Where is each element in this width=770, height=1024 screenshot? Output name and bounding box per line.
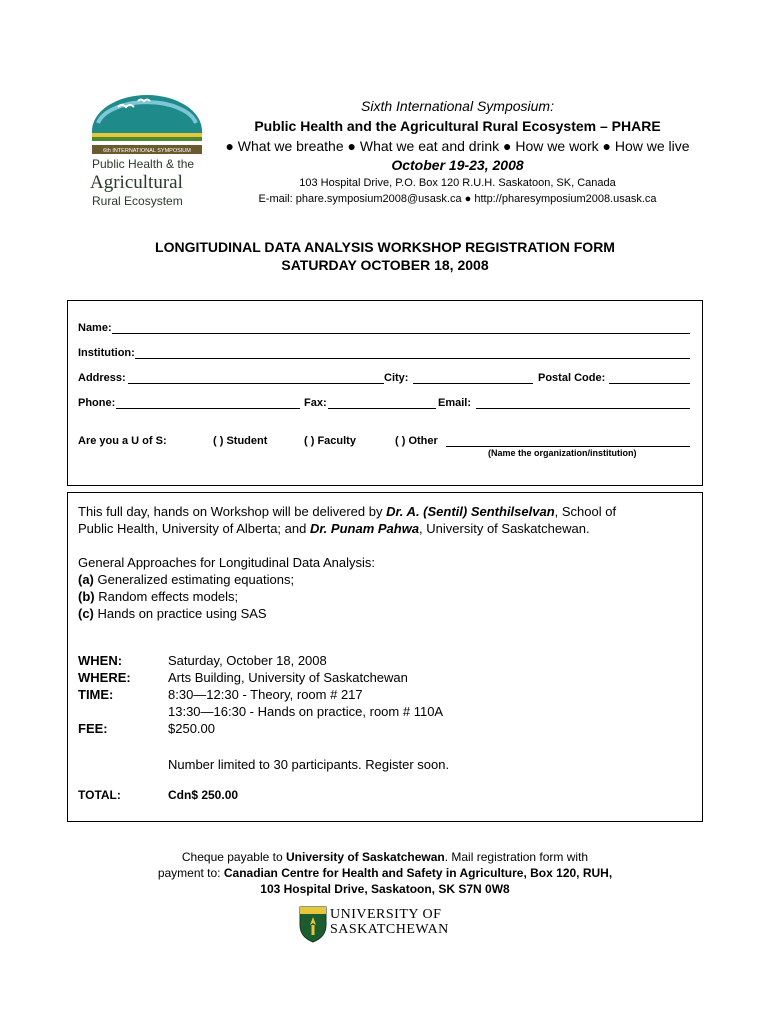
other-organization-field[interactable] <box>446 446 690 447</box>
university-wordmark <box>330 907 449 937</box>
city-field[interactable] <box>413 383 533 384</box>
name-label: Name: <box>78 322 112 334</box>
approach-a-text: Generalized estimating equations; <box>93 572 295 587</box>
time-value-1: 8:30—12:30 - Theory, room # 217 <box>168 687 363 702</box>
intro-text-b: , School of <box>554 504 617 519</box>
logo-line4: Rural Ecosystem <box>92 194 183 208</box>
logo-line1: 6th INTERNATIONAL SYMPOSIUM <box>103 148 191 154</box>
form-title-line1: LONGITUDINAL DATA ANALYSIS WORKSHOP REGISTRATION FORM <box>155 239 615 255</box>
phone-label: Phone: <box>78 397 116 409</box>
approach-b <box>78 588 238 605</box>
postal-code-label: Postal Code: <box>538 372 606 384</box>
mailing-address-1: Canadian Centre for Health and Safety in Agriculture, Box 120, RUH, <box>223 866 613 880</box>
time-label: TIME: <box>78 687 114 702</box>
intro-text-d: , University of Saskatchewan. <box>419 521 590 536</box>
time-value-2: 13:30—16:30 - Hands on practice, room # 110A <box>168 704 444 719</box>
other-organization-hint: (Name the organization/institution) <box>488 448 637 458</box>
other-option[interactable]: ( ) Other <box>395 435 438 447</box>
approaches-heading: General Approaches for Longitudinal Data Analysis: <box>78 555 376 570</box>
university-wordmark-line2: SASKATCHEWAN <box>330 922 449 937</box>
university-wordmark-line1: UNIVERSITY OF <box>330 907 442 922</box>
city-label: City: <box>384 372 409 384</box>
uofs-question-label: Are you a U of S: <box>78 435 167 447</box>
fee-label: FEE: <box>78 721 108 736</box>
mailing-address-2: 103 Hospital Drive, Saskatoon, SK S7N 0W8 <box>260 882 510 896</box>
intro-text-c: Public Health, University of Alberta; and <box>78 521 310 536</box>
symposium-logo <box>88 93 206 213</box>
faculty-option[interactable]: ( ) Faculty <box>304 435 356 447</box>
fax-field[interactable] <box>328 408 436 409</box>
fax-label: Fax: <box>304 397 327 409</box>
limit-note: Number limited to 30 participants. Register soon. <box>168 757 450 772</box>
payment-line2-a: payment to: <box>157 866 224 880</box>
approach-b-text: Random effects models; <box>94 589 239 604</box>
form-title-line2: SATURDAY OCTOBER 18, 2008 <box>281 257 489 273</box>
where-value: Arts Building, University of Saskatchewan <box>168 670 408 685</box>
form-title <box>0 238 770 274</box>
presenter1-name: Dr. A. (Sentil) Senthilselvan <box>386 504 555 519</box>
institution-label: Institution: <box>78 347 135 359</box>
symposium-subtitle: Sixth International Symposium: <box>361 98 554 114</box>
payment-line3 <box>0 881 770 897</box>
name-field[interactable] <box>112 333 690 334</box>
intro-line2 <box>78 520 590 537</box>
approach-c-text: Hands on practice using SAS <box>93 606 267 621</box>
where-label: WHERE: <box>78 670 131 685</box>
total-value: Cdn$ 250.00 <box>168 788 239 802</box>
address-label: Address: <box>78 372 126 384</box>
symposium-themes: ● What we breathe ● What we eat and drink ● How we work ● How we live <box>225 138 690 154</box>
symposium-dates: October 19-23, 2008 <box>391 157 524 173</box>
approach-a-key: (a) <box>78 572 94 587</box>
email-label: Email: <box>438 397 472 409</box>
total-label: TOTAL: <box>78 788 121 802</box>
student-option[interactable]: ( ) Student <box>213 435 268 447</box>
fee-value: $250.00 <box>168 721 215 736</box>
approach-b-key: (b) <box>78 589 95 604</box>
crest-icon <box>298 905 328 943</box>
symposium-logo-graphic <box>88 93 206 213</box>
intro-line1 <box>78 503 616 520</box>
logo-line3: Agricultural <box>90 172 183 193</box>
logo-line2: Public Health & the <box>92 157 195 171</box>
approach-c-key: (c) <box>78 606 94 621</box>
approach-a <box>78 571 294 588</box>
symposium-address: 103 Hospital Drive, P.O. Box 120 R.U.H. Saskatoon, SK, Canada <box>299 177 616 189</box>
address-field[interactable] <box>128 383 384 384</box>
phone-field[interactable] <box>116 408 300 409</box>
payment-line1 <box>0 849 770 865</box>
payable-to: University of Saskatchewan <box>285 850 445 864</box>
workshop-info-box <box>67 492 703 822</box>
payment-line2 <box>0 865 770 881</box>
payment-line1-a: Cheque payable to <box>181 850 286 864</box>
institution-field[interactable] <box>135 358 690 359</box>
when-value: Saturday, October 18, 2008 <box>168 653 327 668</box>
when-label: WHEN: <box>78 653 123 668</box>
symposium-contact: E-mail: phare.symposium2008@usask.ca ● http://pharesymposium2008.usask.ca <box>258 193 657 205</box>
intro-text-a: This full day, hands on Workshop will be delivered by <box>78 504 387 519</box>
postal-code-field[interactable] <box>609 383 690 384</box>
approach-c <box>78 605 267 622</box>
email-field[interactable] <box>476 408 690 409</box>
registration-box <box>67 300 703 486</box>
payment-instructions <box>0 849 770 897</box>
symposium-title: Public Health and the Agricultural Rural Ecosystem – PHARE <box>254 118 661 134</box>
presenter2-name: Dr. Punam Pahwa <box>309 521 420 536</box>
payment-line1-c: . Mail registration form with <box>444 850 589 864</box>
